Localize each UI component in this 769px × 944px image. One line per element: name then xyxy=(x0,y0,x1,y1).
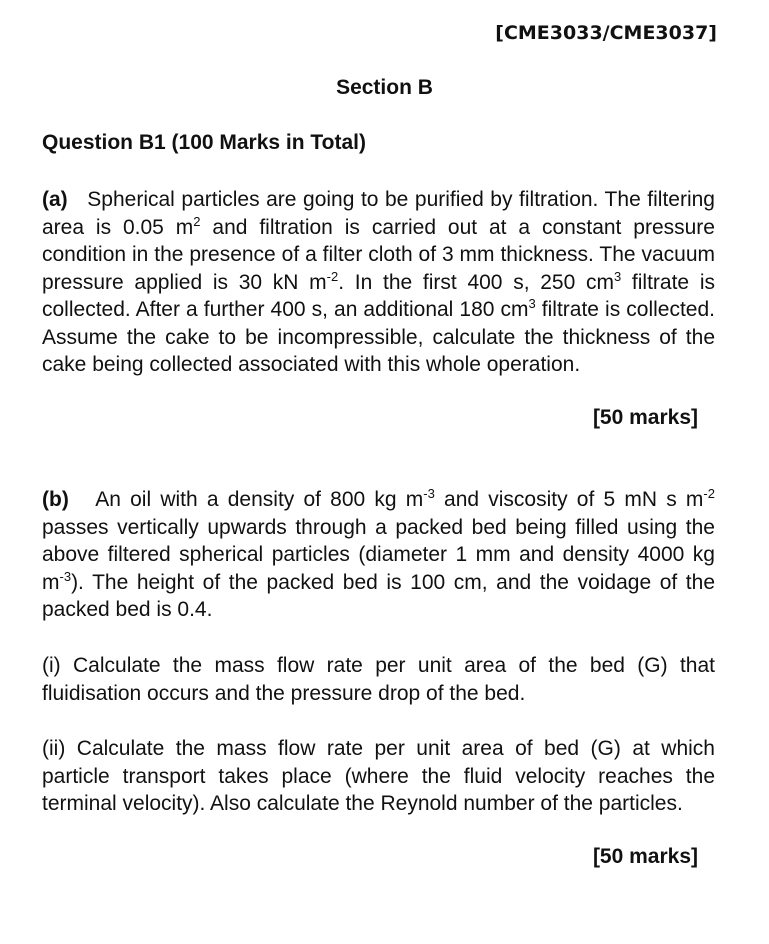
part-a-sup-1: 2 xyxy=(193,213,201,229)
part-b-sup-1: -3 xyxy=(423,486,435,501)
section-title: Section B xyxy=(336,76,433,99)
part-b-text-4: ). The height of the packed bed is 100 cm, and the voidage of the packed bed is 0.4. xyxy=(42,570,715,621)
part-a-text-4: filtrate is collected. After a further 400 s, an additional 180 cm xyxy=(42,270,715,321)
part-a-text-3: . In the first 400 s, 250 cm xyxy=(338,270,614,294)
part-b-marks: [50 marks] xyxy=(592,845,698,868)
course-code: [CME3033/CME3037] xyxy=(495,22,717,44)
part-a-sup-3: 3 xyxy=(613,268,622,284)
part-a-text-1: Spherical particles are going to be purified by filtration. The filtering area is 0.05 m xyxy=(42,188,715,239)
part-a-paragraph xyxy=(42,186,715,379)
part-b-label: (b) xyxy=(42,488,69,511)
part-b-sub-ii: (ii) Calculate the mass flow rate per unit area of bed (G) at which particle transport takes place (where the fluid velocity reaches the terminal velocity). Also calculate the Reynold number of the particles. xyxy=(42,737,715,815)
question-title: Question B1 (100 Marks in Total) xyxy=(42,131,367,154)
part-b-text-2: and viscosity of 5 mN s m xyxy=(434,488,704,511)
part-a-marks: [50 marks] xyxy=(592,406,698,429)
part-b-sup-2: -2 xyxy=(703,486,715,501)
part-b-text-3: passes vertically upwards through a packed bed being filled using the above filtered spherical particles (diameter 1 mm and density 4000 kg m xyxy=(42,515,715,594)
part-b-sub-i: (i) Calculate the mass flow rate per unit area of the bed (G) that fluidisation occurs and the pressure drop of the bed. xyxy=(42,654,715,705)
part-b-sup-3: -3 xyxy=(59,568,72,584)
part-a-text-5: filtrate is collected. Assume the cake to be incompressible, calculate the thickness of the cake being collected associated with this whole operation. xyxy=(42,298,715,376)
part-b-text-1: An oil with a density of 800 kg m xyxy=(95,488,424,511)
part-b-paragraph xyxy=(42,486,715,624)
part-a-sup-2: -2 xyxy=(326,268,339,284)
part-a-sup-4: 3 xyxy=(528,296,536,311)
part-a-text-2: and filtration is carried out at a constant pressure condition in the presence of a filter cloth of 3 mm thickness. The vacuum pressure applied is 30 kN m xyxy=(42,215,715,294)
part-a-label: (a) xyxy=(42,188,68,211)
